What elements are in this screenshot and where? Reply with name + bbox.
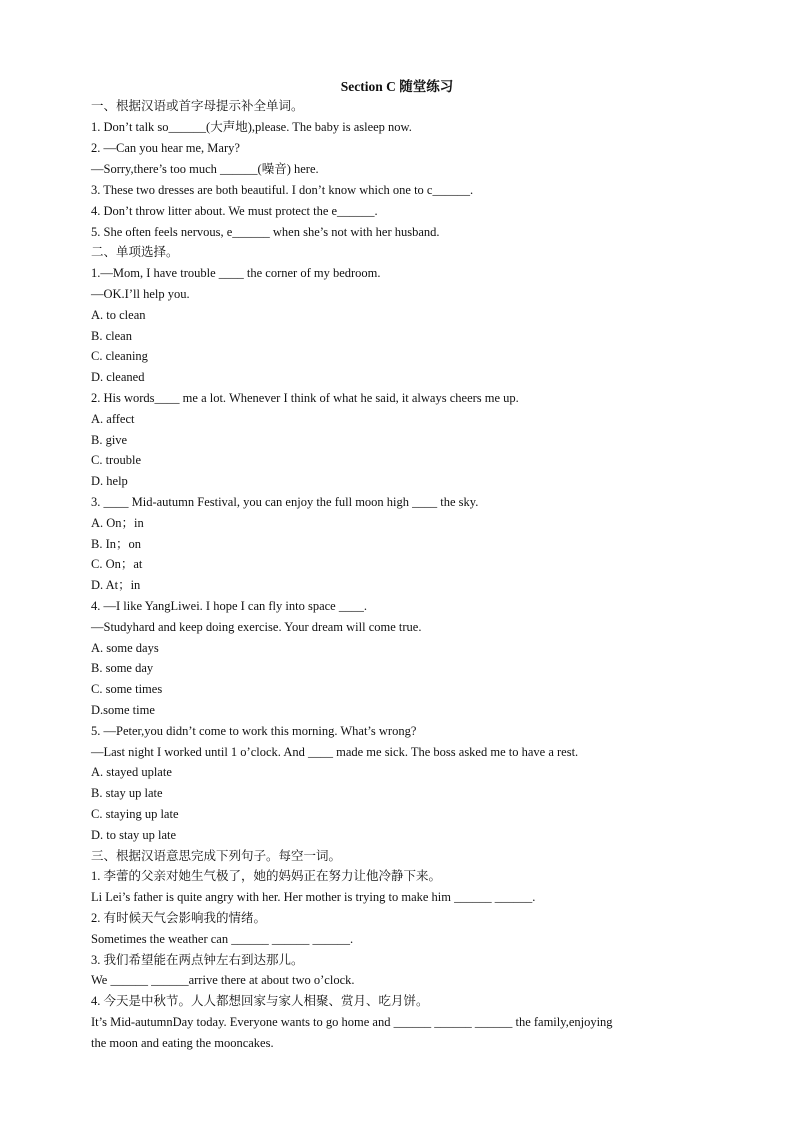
question-line: 3. ____ Mid-autumn Festival, you can enjoy the full moon high ____ the sky. (91, 495, 479, 509)
option-line: A. to clean (91, 308, 146, 322)
question-line: —Sorry,there’s too much ______(噪音) here. (91, 162, 319, 176)
option-line: B. give (91, 433, 128, 447)
english-sentence: Sometimes the weather can ______ ______ ______. (91, 932, 354, 946)
option-line: D.some time (91, 703, 155, 717)
question-line: 4. Don’t throw litter about. We must protect the e______. (91, 204, 378, 218)
section-heading-3: 三、根据汉语意思完成下列句子。每空一词。 (91, 849, 342, 863)
option-line: D. At；in (91, 578, 141, 592)
chinese-prompt: 3. 我们希望能在两点钟左右到达那儿。 (91, 953, 304, 967)
english-sentence: It’s Mid-autumnDay today. Everyone wants to go home and ______ ______ ______ the family,enjoying (91, 1015, 613, 1029)
question-line: —Studyhard and keep doing exercise. Your dream will come true. (91, 620, 422, 634)
chinese-prompt: 4. 今天是中秋节。人人都想回家与家人相聚、赏月、吃月饼。 (91, 994, 429, 1008)
option-line: C. some times (91, 682, 163, 696)
question-line: 2. —Can you hear me, Mary? (91, 141, 240, 155)
option-line: C. cleaning (91, 349, 148, 363)
option-line: B. stay up late (91, 786, 163, 800)
option-line: D. cleaned (91, 370, 145, 384)
page-title: Section C 随堂练习 (340, 79, 454, 94)
option-line: A. affect (91, 412, 135, 426)
option-line: A. some days (91, 641, 159, 655)
option-line: B. some day (91, 661, 154, 675)
question-line: 1. Don’t talk so______(大声地),please. The baby is asleep now. (91, 120, 412, 134)
option-line: A. stayed uplate (91, 765, 172, 779)
section-heading-2: 二、单项选择。 (91, 245, 179, 259)
question-line: 2. His words____ me a lot. Whenever I think of what he said, it always cheers me up. (91, 391, 519, 405)
question-line: —Last night I worked until 1 o’clock. And ____ made me sick. The boss asked me to have a rest. (91, 745, 579, 759)
question-line: —OK.I’ll help you. (91, 287, 190, 301)
question-line: 4. —I like YangLiwei. I hope I can fly into space ____. (91, 599, 367, 613)
question-line: 5. She often feels nervous, e______ when she’s not with her husband. (91, 225, 440, 239)
chinese-prompt: 1. 李蕾的父亲对她生气极了，她的妈妈正在努力让他冷静下来。 (91, 869, 442, 883)
english-sentence: We ______ ______arrive there at about two o’clock. (91, 973, 355, 987)
option-line: C. On；at (91, 557, 143, 571)
question-line: 5. —Peter,you didn’t come to work this morning. What’s wrong? (91, 724, 417, 738)
english-sentence: the moon and eating the mooncakes. (91, 1036, 274, 1050)
option-line: A. On；in (91, 516, 144, 530)
option-line: D. to stay up late (91, 828, 177, 842)
option-line: C. staying up late (91, 807, 179, 821)
option-line: B. clean (91, 329, 132, 343)
english-sentence: Li Lei’s father is quite angry with her. Her mother is trying to make him ______ ______. (91, 890, 536, 904)
chinese-prompt: 2. 有时候天气会影响我的情绪。 (91, 911, 267, 925)
option-line: B. In；on (91, 537, 142, 551)
option-line: C. trouble (91, 453, 141, 467)
option-line: D. help (91, 474, 128, 488)
section-heading-1: 一、根据汉语或首字母提示补全单词。 (91, 99, 304, 113)
question-line: 1.—Mom, I have trouble ____ the corner of my bedroom. (91, 266, 381, 280)
question-line: 3. These two dresses are both beautiful. I don’t know which one to c______. (91, 183, 474, 197)
